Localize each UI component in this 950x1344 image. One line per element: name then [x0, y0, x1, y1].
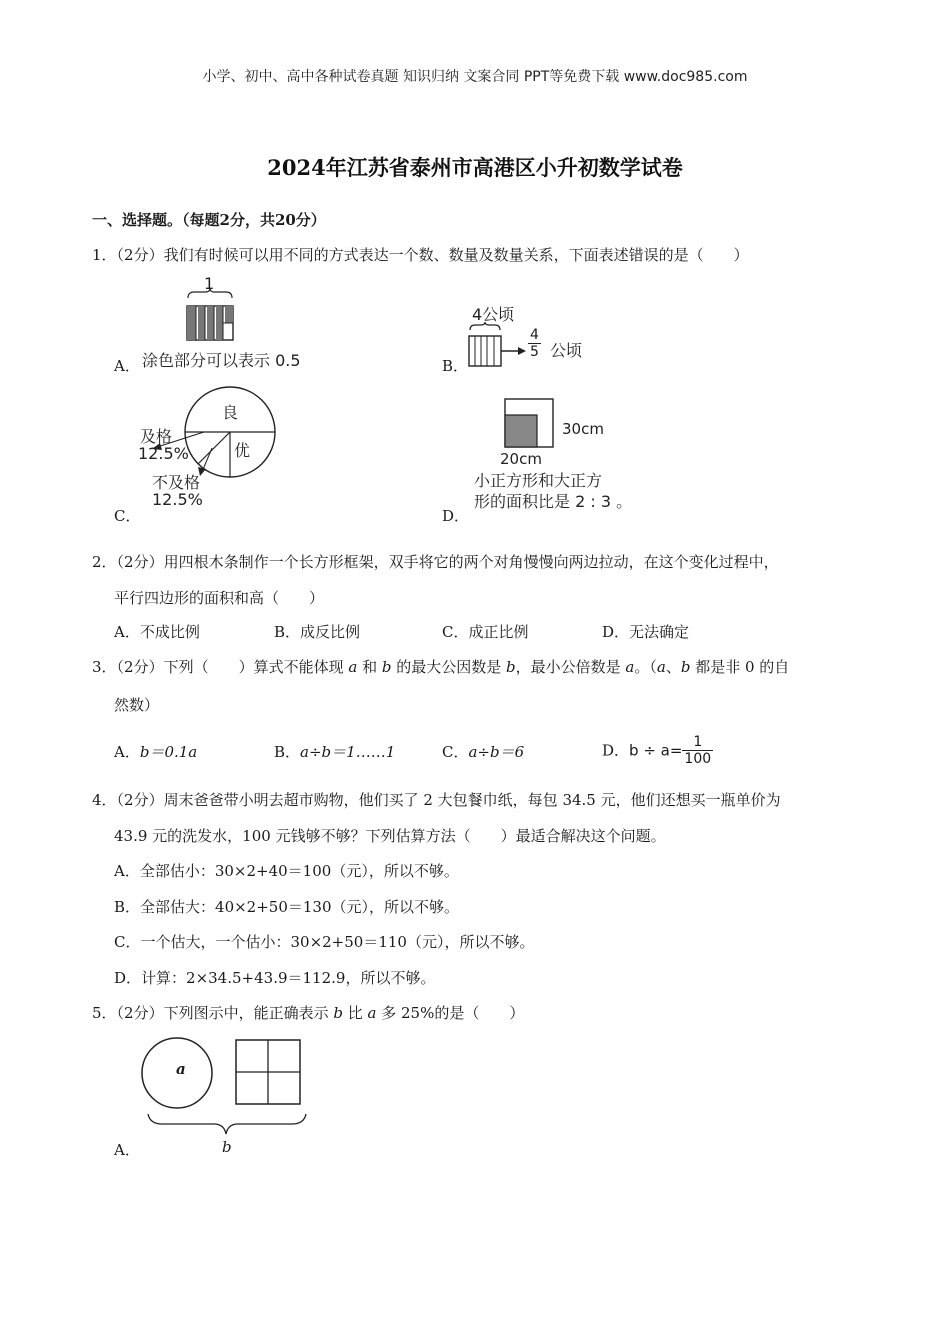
q1-c-fail-label: 不及格 [152, 473, 201, 492]
q1-option-a-label[interactable]: A． [114, 357, 140, 375]
q5-a-circle-label: a [176, 1060, 186, 1078]
q3-d-frac-num: 1 [682, 734, 713, 751]
q2-option-b[interactable]: B．成反比例 [274, 623, 361, 641]
q3-option-a-label: A． [114, 743, 140, 761]
q3-text: ，最小公倍数是 [515, 658, 626, 676]
q3-option-b[interactable] [274, 742, 395, 762]
q1-b-top-label: 4公顷 [472, 305, 515, 324]
q3-option-c-label: C． [442, 743, 469, 761]
q1-d-caption-line2: 形的面积比是 2 : 3 。 [474, 492, 633, 511]
q4-option-b[interactable]: B．全部估大：40×2+50＝130（元），所以不够。 [114, 898, 460, 916]
q3-option-a-text: b＝0.1a [139, 743, 198, 761]
question-3-line1 [92, 657, 789, 677]
watermark-header: 小学、初中、高中各种试卷真题 知识归纳 文案合同 PPT等免费下载 www.doc985.com [202, 69, 748, 85]
question-1-stem: 1．（2分）我们有时候可以用不同的方式表达一个数、数量及数量关系，下面表述错误的是（ ） [92, 246, 749, 264]
q3-text: 的最大公因数是 [391, 658, 507, 676]
question-4-line1: 4．（2分）周末爸爸带小明去超市购物，他们买了 2 大包餐巾纸，每包 34.5 元，他们还想买一瓶单价为 [92, 791, 781, 809]
q3-option-b-label: B． [274, 743, 301, 761]
q3-var: b [381, 658, 392, 676]
q1-d-small-side: 20cm [500, 450, 542, 468]
q3-var: b [680, 658, 691, 676]
q3-text: 和 [357, 658, 382, 676]
q1-option-d-label[interactable]: D． [442, 507, 470, 525]
q1-d-squares-figure [504, 398, 556, 450]
q5-text: 多 25%的是（ ） [376, 1004, 525, 1022]
q1-c-slice-good: 良 [222, 403, 239, 422]
q1-d-caption-line1: 小正方形和大正方 [474, 471, 603, 490]
q5-var: b [333, 1004, 343, 1022]
q1-option-b-label[interactable]: B． [442, 357, 469, 375]
q5-text: 比 [342, 1004, 368, 1022]
q3-option-b-text: a÷b＝1……1 [300, 743, 396, 761]
q1-b-frac-den: 5 [530, 344, 539, 360]
q3-var: a [348, 658, 358, 676]
question-5-stem [92, 1003, 524, 1023]
q2-option-c[interactable]: C．成正比例 [442, 623, 529, 641]
question-2-line1: 2．（2分）用四根木条制作一个长方形框架，双手将它的两个对角慢慢向两边拉动，在这个变化过程中， [92, 553, 779, 571]
q3-option-d-label: D． [602, 741, 630, 760]
page-title: 2024年江苏省泰州市高港区小升初数学试卷 [267, 155, 683, 180]
q2-option-d[interactable]: D．无法确定 [602, 623, 690, 641]
q5-a-figure [140, 1038, 315, 1138]
q1-a-caption: 涂色部分可以表示 0.5 [142, 351, 301, 370]
q1-d-big-side: 30cm [562, 420, 604, 438]
q5-var: a [367, 1004, 377, 1022]
q1-b-bar-figure [468, 322, 528, 368]
q3-text: 3．（2分）下列（ ）算式不能体现 [92, 658, 349, 676]
section-heading: 一、选择题。（每题2分，共20分） [92, 211, 326, 229]
q3-option-d-text: b ÷ a= [629, 741, 683, 760]
q1-b-frac-num: 4 [530, 327, 539, 343]
question-3-line2: 然数） [114, 696, 160, 714]
q3-text: 。（ [634, 658, 657, 676]
question-4-line2: 43.9 元的洗发水，100 元钱够不够？下列估算方法（ ）最适合解决这个问题。 [114, 827, 666, 845]
q3-var: a [625, 658, 635, 676]
q1-c-pass-percent: 12.5% [138, 444, 189, 463]
q3-var: b [506, 658, 516, 676]
question-2-line2: 平行四边形的面积和高（ ） [114, 589, 325, 607]
q5-a-brace-label: b [222, 1138, 232, 1156]
q3-option-c[interactable] [442, 742, 524, 762]
q3-text: 、 [665, 658, 681, 676]
q1-a-brace-label: 1 [204, 274, 215, 293]
q5-text: 5．（2分）下列图示中，能正确表示 [92, 1004, 334, 1022]
q3-option-d-fraction [682, 734, 713, 767]
q1-b-fraction [528, 327, 541, 360]
q3-option-c-text: a÷b＝6 [468, 743, 525, 761]
q4-option-a[interactable]: A．全部估小：30×2+40＝100（元），所以不够。 [114, 862, 459, 880]
q5-option-a-label[interactable]: A． [114, 1141, 140, 1159]
q3-d-frac-den: 100 [684, 751, 712, 767]
q1-option-c-label[interactable]: C． [114, 507, 141, 525]
q4-option-c[interactable]: C．一个估大，一个估小：30×2+50＝110（元），所以不够。 [114, 933, 535, 951]
q1-a-bar-figure [186, 288, 236, 342]
q4-option-d[interactable]: D．计算：2×34.5+43.9＝112.9，所以不够。 [114, 969, 436, 987]
q1-c-fail-percent: 12.5% [152, 490, 203, 509]
q3-option-d[interactable] [602, 734, 713, 767]
q2-option-a[interactable]: A．不成比例 [114, 623, 200, 641]
q1-c-pass-label: 及格 [140, 427, 173, 446]
q1-c-slice-excellent: 优 [234, 441, 251, 460]
q3-var: a [656, 658, 666, 676]
q3-text: 都是非 0 的自 [690, 658, 790, 676]
q1-b-unit: 公顷 [550, 341, 583, 360]
q3-option-a[interactable] [114, 742, 197, 762]
